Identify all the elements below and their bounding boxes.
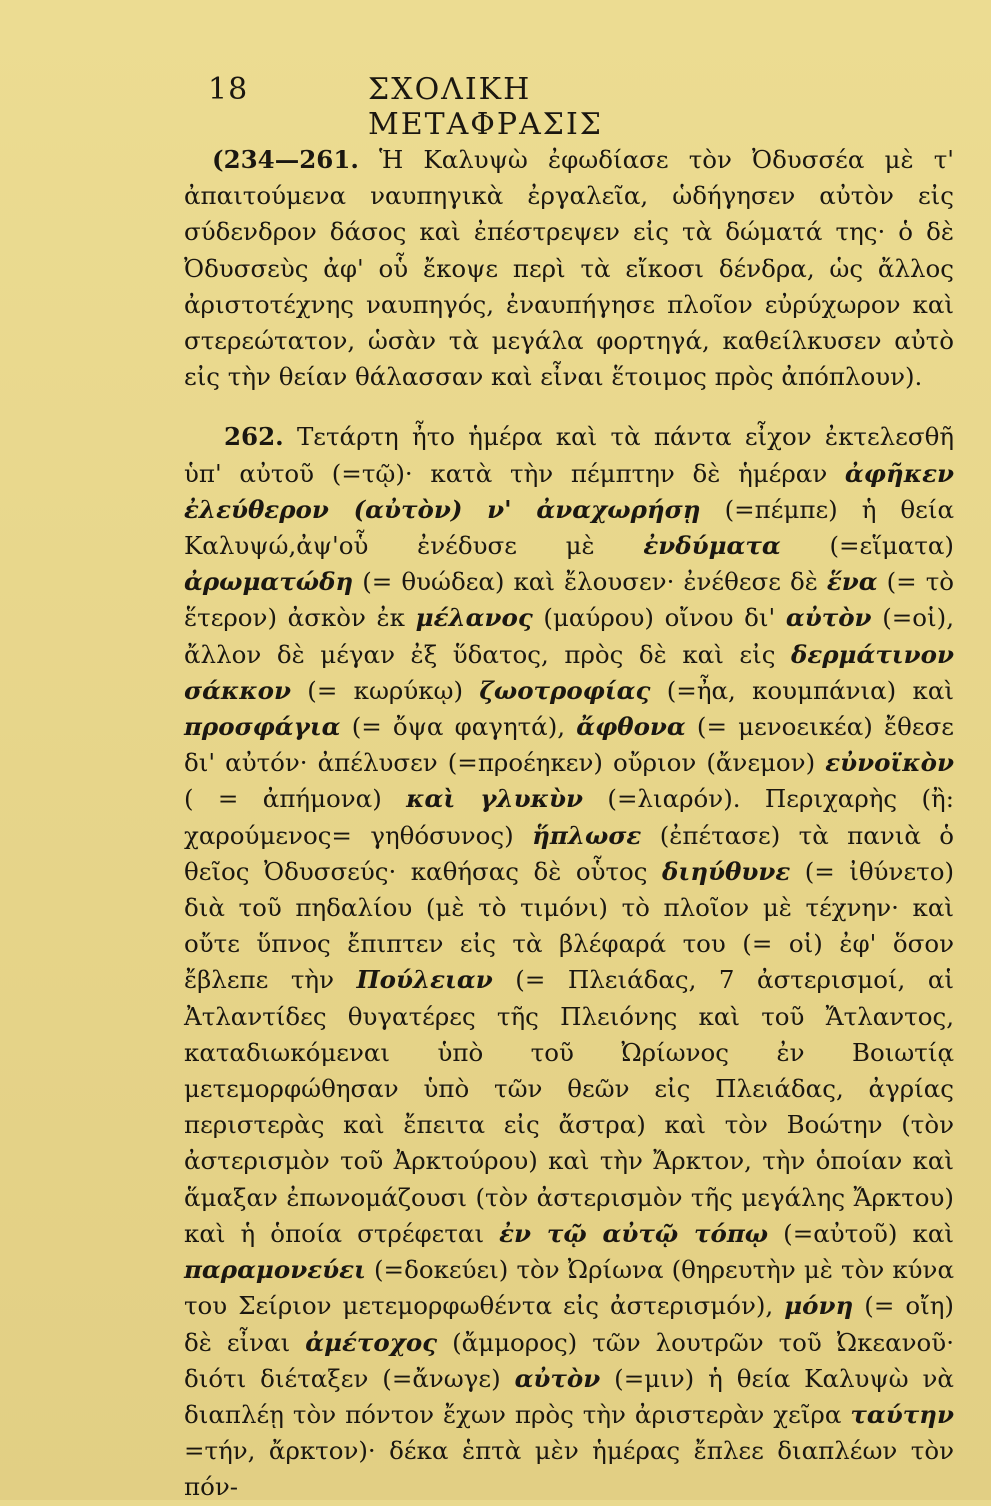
gloss-term: διηύθυνε <box>662 856 791 886</box>
text-segment: (= οἴη) δὲ εἶναι <box>184 1291 954 1357</box>
text-segment: (= Πλειάδας, 7 ἀστερισμοί, αἱ Ἀτλαντίδες θυγατέρες τῆς Πλειόνης καὶ τοῦ Ἄτλαντος, καταδιωκόμεναι ὑπὸ τοῦ Ὠρίωνος ἐν Βοιωτίᾳ μετεμορφώθησαν ὑπὸ τῶν θεῶν εἰς Πλειάδας, ἀγρίας περιστερὰς καὶ ἔπειτα εἰς ἄστρα) καὶ τὸν Βοώτην (τὸν ἀστερισμὸν τοῦ Ἀρκτούρου) καὶ τὴν Ἄρκτον, τὴν ὁποίαν καὶ ἅμαξαν ἐπωνομάζουσι (τὸν ἀστερισμὸν τῆς μεγάλης Ἄρκτου) καὶ ἡ ὁποία στρέφεται <box>184 965 955 1248</box>
text-segment: (=μιν) ἡ θεία Καλυψὼ νὰ διαπλέῃ τὸν πόντον ἔχων πρὸς τὴν ἀριστερὰν χεῖρα <box>184 1363 954 1429</box>
gloss-term: Πούλειαν <box>356 965 493 995</box>
text-segment: (= κωρύκῳ) <box>290 675 480 705</box>
text-segment: =τήν, ἄρκτον)· δέκα ἑπτὰ μὲν ἡμέρας ἔπλεε διαπλέων τὸν πόν- <box>184 1436 954 1502</box>
page-header <box>208 72 768 142</box>
gloss-term: καὶ γλυκὺν <box>406 784 584 814</box>
gloss-term: ἀρωματώδη <box>184 567 354 597</box>
text-segment: (=ἦα, κουμπάνια) καὶ <box>650 675 954 705</box>
text-segment: (=πέμπε) ἡ θεία Καλυψώ,ἀψ'οὗ ἐνέδυσε μὲ <box>184 494 954 561</box>
gloss-term: ἥπλωσε <box>532 820 642 850</box>
gloss-term: ἀμέτοχος <box>305 1327 438 1357</box>
text-segment: (=λιαρόν). Περιχαρὴς (ἢ: χαρούμενος= γηθόσυνος) <box>184 784 954 850</box>
text-segment: (= μενοεικέα) ἔθεσε δι' αὐτόν· ἀπέλυσεν (=προέηκεν) οὔριον (ἄνεμον) <box>184 712 954 778</box>
text-segment: (=αὐτοῦ) καὶ <box>768 1218 955 1248</box>
summary-paragraph <box>184 142 954 395</box>
text-segment: (=εἵματα) <box>780 531 954 561</box>
gloss-term: ἐν τῷ αὐτῷ τόπῳ <box>499 1218 769 1248</box>
running-title: ΣΧΟΛΙΚΗ ΜΕΤΑΦΡΑΣΙΣ <box>368 72 604 142</box>
text-segment: (= θυώδεα) καὶ ἔλουσεν· ἐνέθεσε δὲ <box>353 567 827 597</box>
gloss-term: ζωοτροφίας <box>479 675 651 705</box>
gloss-term: παραμονεύει <box>184 1255 366 1285</box>
gloss-term: ἀφῆκεν ἐλεύθερον (αὐτὸν) ν' ἀναχωρήσῃ <box>184 458 954 524</box>
text-segment: (= ὄψα φαγητά), <box>340 712 577 742</box>
gloss-term: προσφάγια <box>184 712 341 742</box>
gloss-term: ἐνδύματα <box>643 531 781 561</box>
text-segment: Τετάρτη ἦτο ἡμέρα καὶ τὰ πάντα εἶχον ἐκτελεσθῆ ὑπ' αὐτοῦ (=τῷ)· κατὰ τὴν πέμπτην δὲ ἡμέραν <box>184 422 955 488</box>
text-segment: (ἐπέτασε) τὰ πανιὰ ὁ θεῖος Ὀδυσσεύς· καθήσας δὲ οὗτος <box>184 820 955 886</box>
gloss-term: δερμάτινον σάκκον <box>184 639 954 705</box>
body-text <box>184 142 954 1506</box>
gloss-term: ταύτην <box>850 1399 954 1429</box>
text-segment: (=οἱ), ἄλλον δὲ μέγαν ἐξ ὕδατος, πρὸς δὲ καὶ εἰς <box>184 603 954 669</box>
page-number: 18 <box>208 72 249 107</box>
text-segment: (=δοκεύει) τὸν Ὠρίωνα (θηρευτὴν μὲ τὸν κύνα του Σείριον μετεμορφωθέντα εἰς ἀστερισμόν), <box>184 1255 954 1321</box>
gloss-term: εὐνοϊκὸν <box>825 748 954 778</box>
summary-lines-ref: (234—261. <box>212 145 359 174</box>
gloss-term: αὐτὸν <box>514 1363 601 1393</box>
verse-number: 262. <box>224 422 284 452</box>
gloss-term: μόνη <box>784 1291 854 1321</box>
text-segment: (ἄμμορος) τῶν λουτρῶν τοῦ Ὠκεανοῦ· διότι διέταξεν (=ἄνωγε) <box>184 1327 954 1393</box>
gloss-term: αὐτὸν <box>785 603 872 633</box>
text-segment: (μαύρου) οἴνου δι' <box>532 603 786 633</box>
text-segment: (= ἰθύνετο) διὰ τοῦ πηδαλίου (μὲ τὸ τιμόνι) τὸ πλοῖον μὲ τέχνην· καὶ οὔτε ὕπνος ἔπιπτεν εἰς τὰ βλέφαρά του (= οἱ) ἐφ' ὅσον ἔβλεπε τὴν <box>184 856 954 995</box>
gloss-term: μέλανος <box>415 603 533 633</box>
text-segment: ( = ἀπήμονα) <box>184 784 407 814</box>
gloss-term: ἕνα <box>826 567 878 597</box>
text-segment: (= τὸ ἕτερον) ἀσκὸν ἐκ <box>184 567 954 633</box>
main-paragraph <box>184 419 954 1505</box>
summary-text: Ἡ Καλυψὼ ἐφωδίασε τὸν Ὀδυσσέα μὲ τ' ἀπαιτούμενα ναυπηγικὰ ἐργαλεῖα, ὡδήγησεν αὐτὸν εἰς σύδενδρον δάσος καὶ ἐπέστρεψεν εἰς τὰ δώματά της· ὁ δὲ Ὀδυσσεὺς ἀφ' οὗ ἔκοψε περὶ τὰ εἴκοσι δένδρα, ὡς ἄλλος ἀριστοτέχνης ναυπηγός, ἐναυπήγησε πλοῖον εὐρύχωρον καὶ στερεώτατον, ὡσὰν τὰ μεγάλα φορτηγά, καθείλκυσεν αὐτὸ εἰς τὴν θείαν θάλασσαν καὶ εἶναι ἕτοιμος πρὸς ἀπόπλουν). <box>184 145 954 392</box>
gloss-term: ἄφθονα <box>576 712 686 742</box>
